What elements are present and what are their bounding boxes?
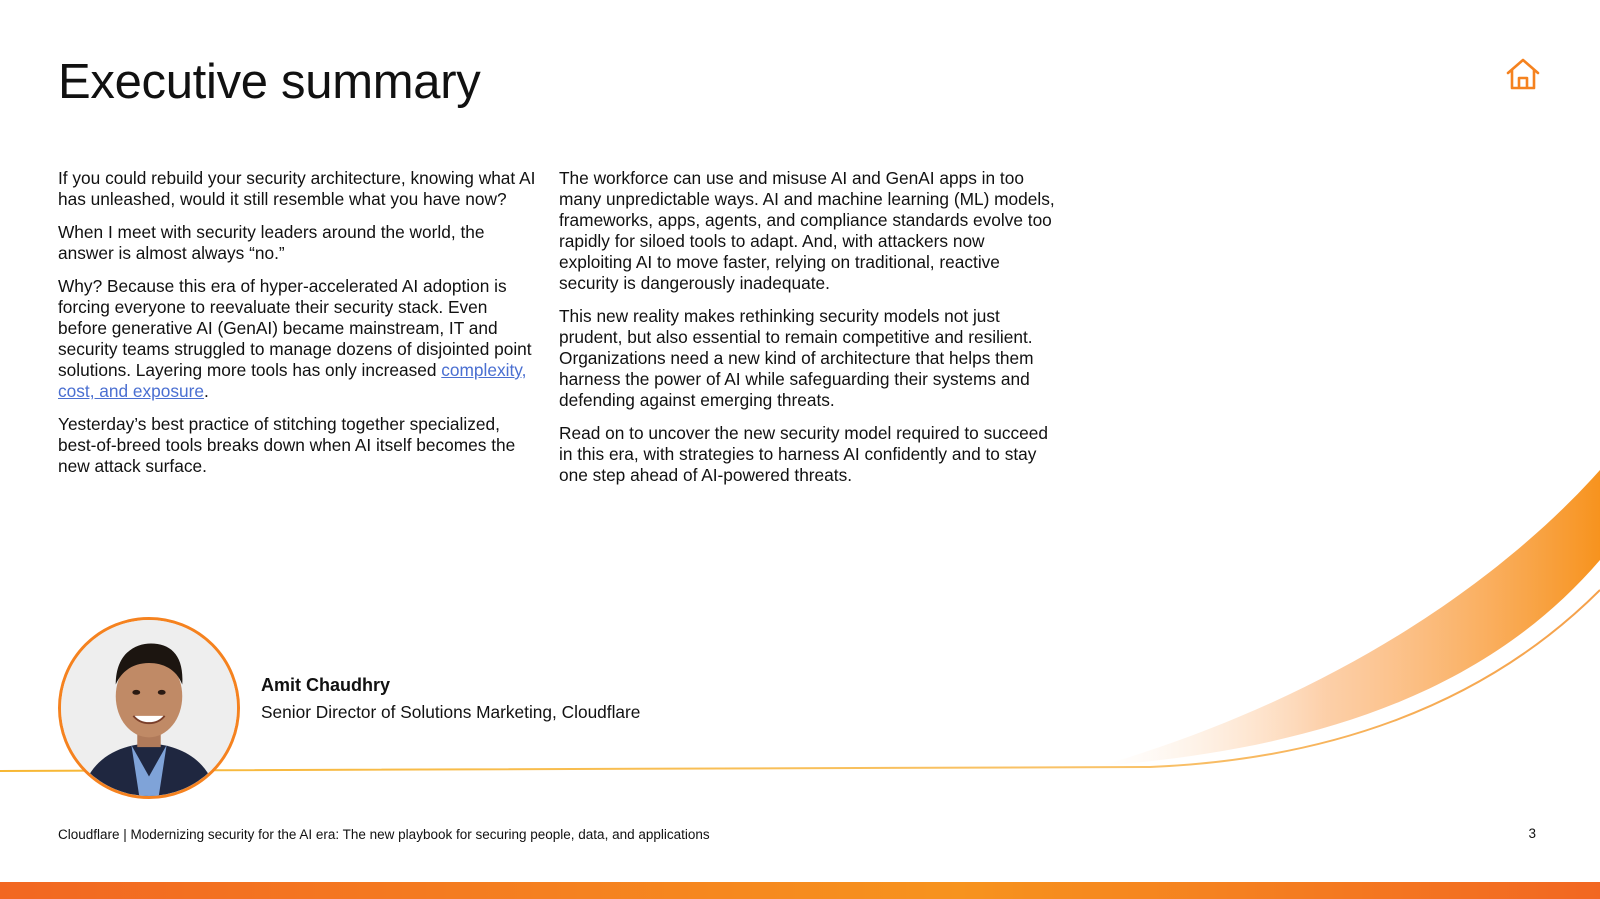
paragraph: Yesterday’s best practice of stitching together specialized, best-of-breed tools breaks down when AI itself becomes the new attack surface. <box>58 414 516 476</box>
paragraph: This new reality makes rethinking security models not just prudent, but also essential to remain competitive and resilient. Organizations need a new kind of architecture that helps them harness the power of AI while safeguarding their systems and defending against emerging threats. <box>559 306 1034 410</box>
page-number: 3 <box>1528 826 1536 841</box>
paragraph: When I meet with security leaders around the world, the answer is almost always “no.” <box>58 222 485 263</box>
paragraph <box>58 276 538 402</box>
author-avatar <box>58 617 240 799</box>
footer-text: Cloudflare | Modernizing security for the AI era: The new playbook for securing people, data, and applications <box>58 827 710 842</box>
right-column <box>559 168 1059 498</box>
paragraph: If you could rebuild your security architecture, knowing what AI has unleashed, would it still resemble what you have now? <box>58 168 536 209</box>
complexity-cost-exposure-link[interactable]: complexity, cost, and exposure <box>58 360 527 401</box>
left-column <box>58 168 538 489</box>
author-role: Senior Director of Solutions Marketing, Cloudflare <box>261 702 641 722</box>
home-button[interactable] <box>1505 56 1541 92</box>
author-name: Amit Chaudhry <box>261 675 391 695</box>
author-portrait <box>61 620 237 796</box>
page-title: Executive summary <box>58 55 481 109</box>
bottom-accent-bar <box>0 882 1600 899</box>
paragraph: The workforce can use and misuse AI and GenAI apps in too many unpredictable ways. AI and machine learning (ML) models, frameworks, apps, agents, and compliance standards evolve too rapidly for siloed tools to adapt. And, with attackers now exploiting AI to move faster, relying on traditional, reactive security is dangerously inadequate. <box>559 168 1055 293</box>
paragraph-end: . <box>204 381 209 401</box>
paragraph: Read on to uncover the new security model required to succeed in this era, with strategies to harness AI confidently and to stay one step ahead of AI-powered threats. <box>559 423 1048 485</box>
paragraph-text: Why? Because this era of hyper-accelerated AI adoption is forcing everyone to reevaluate their security stack. Even before generative AI (GenAI) became mainstream, IT and security teams struggled to manage dozens of disjointed point solutions. Layering more tools has only increased <box>58 276 532 380</box>
home-icon <box>1505 56 1541 92</box>
